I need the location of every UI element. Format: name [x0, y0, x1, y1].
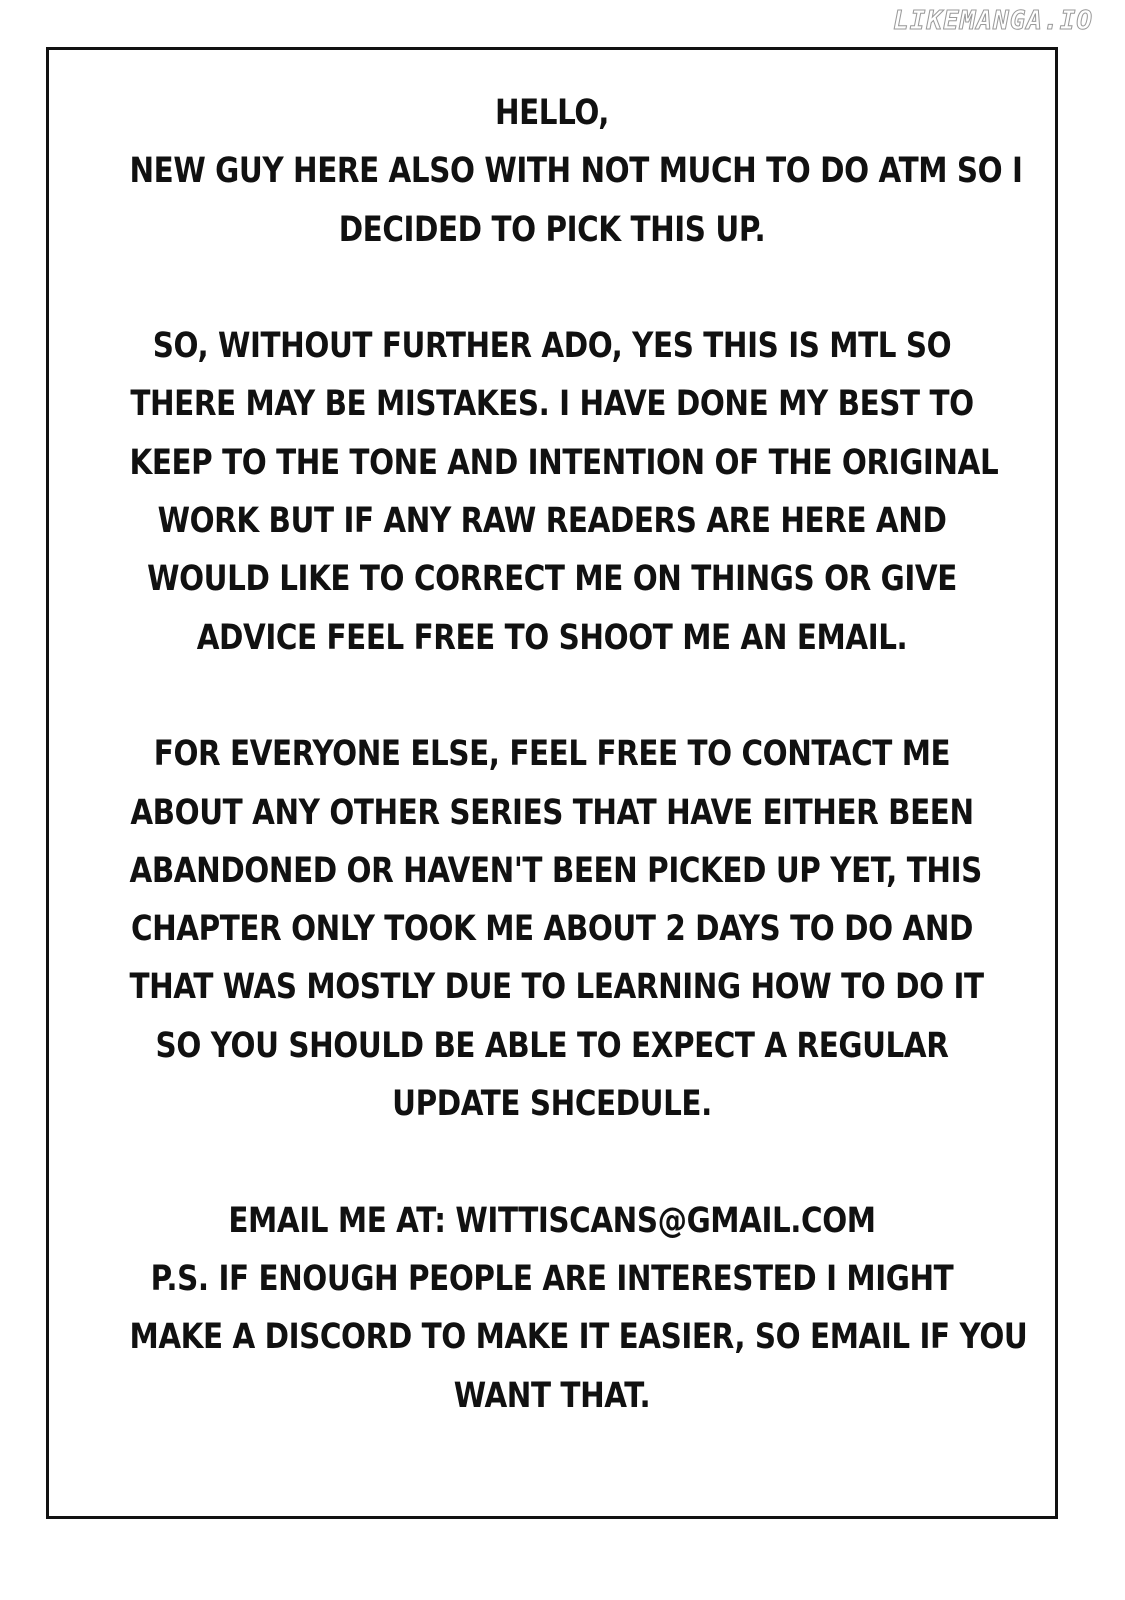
paragraph-greeting — [129, 84, 1023, 259]
paragraph-gap — [129, 1133, 974, 1191]
text-line: FOR EVERYONE ELSE, FEEL FREE TO CONTACT ME — [153, 734, 951, 775]
text-line: ADVICE FEEL FREE TO SHOOT ME AN EMAIL. — [196, 617, 908, 658]
text-line: WOULD LIKE TO CORRECT ME ON THINGS OR GIVE — [147, 559, 957, 600]
paragraph-disclaimer — [129, 317, 999, 667]
paragraph-gap — [129, 259, 974, 317]
text-line: ABANDONED OR HAVEN'T BEEN PICKED UP YET, THIS — [129, 850, 982, 891]
note-text — [129, 84, 1028, 1425]
text-line: EMAIL ME AT: WITTISCANS@GMAIL.COM — [228, 1200, 876, 1241]
text-line: THERE MAY BE MISTAKES. I HAVE DONE MY BEST TO — [130, 384, 974, 425]
text-line: DECIDED TO PICK THIS UP. — [338, 209, 766, 250]
text-line: P.S. IF ENOUGH PEOPLE ARE INTERESTED I MIGHT — [150, 1258, 954, 1299]
text-line: THAT WAS MOSTLY DUE TO LEARNING HOW TO DO IT — [129, 967, 984, 1008]
text-line: WANT THAT. — [453, 1375, 651, 1416]
paragraph-requests — [129, 725, 984, 1133]
site-watermark: LIKEMANGA.IO — [893, 6, 1093, 36]
text-line: UPDATE SHCEDULE. — [392, 1084, 712, 1125]
text-line: CHAPTER ONLY TOOK ME ABOUT 2 DAYS TO DO AND — [130, 909, 974, 950]
text-line: NEW GUY HERE ALSO WITH NOT MUCH TO DO ATM SO I — [129, 151, 1023, 192]
paragraph-contact — [129, 1192, 1028, 1425]
text-line: HELLO, — [494, 93, 610, 133]
text-line: SO, WITHOUT FURTHER ADO, YES THIS IS MTL SO — [152, 326, 952, 367]
note-panel — [46, 47, 1058, 1519]
text-line: KEEP TO THE TONE AND INTENTION OF THE ORIGINAL — [129, 442, 999, 483]
paragraph-gap — [129, 667, 974, 725]
text-line: WORK BUT IF ANY RAW READERS ARE HERE AND — [157, 501, 947, 542]
text-line: SO YOU SHOULD BE ABLE TO EXPECT A REGULAR — [155, 1025, 949, 1066]
text-line: ABOUT ANY OTHER SERIES THAT HAVE EITHER BEEN — [130, 792, 974, 833]
text-line: MAKE A DISCORD TO MAKE IT EASIER, SO EMAIL IF YOU — [129, 1317, 1028, 1358]
